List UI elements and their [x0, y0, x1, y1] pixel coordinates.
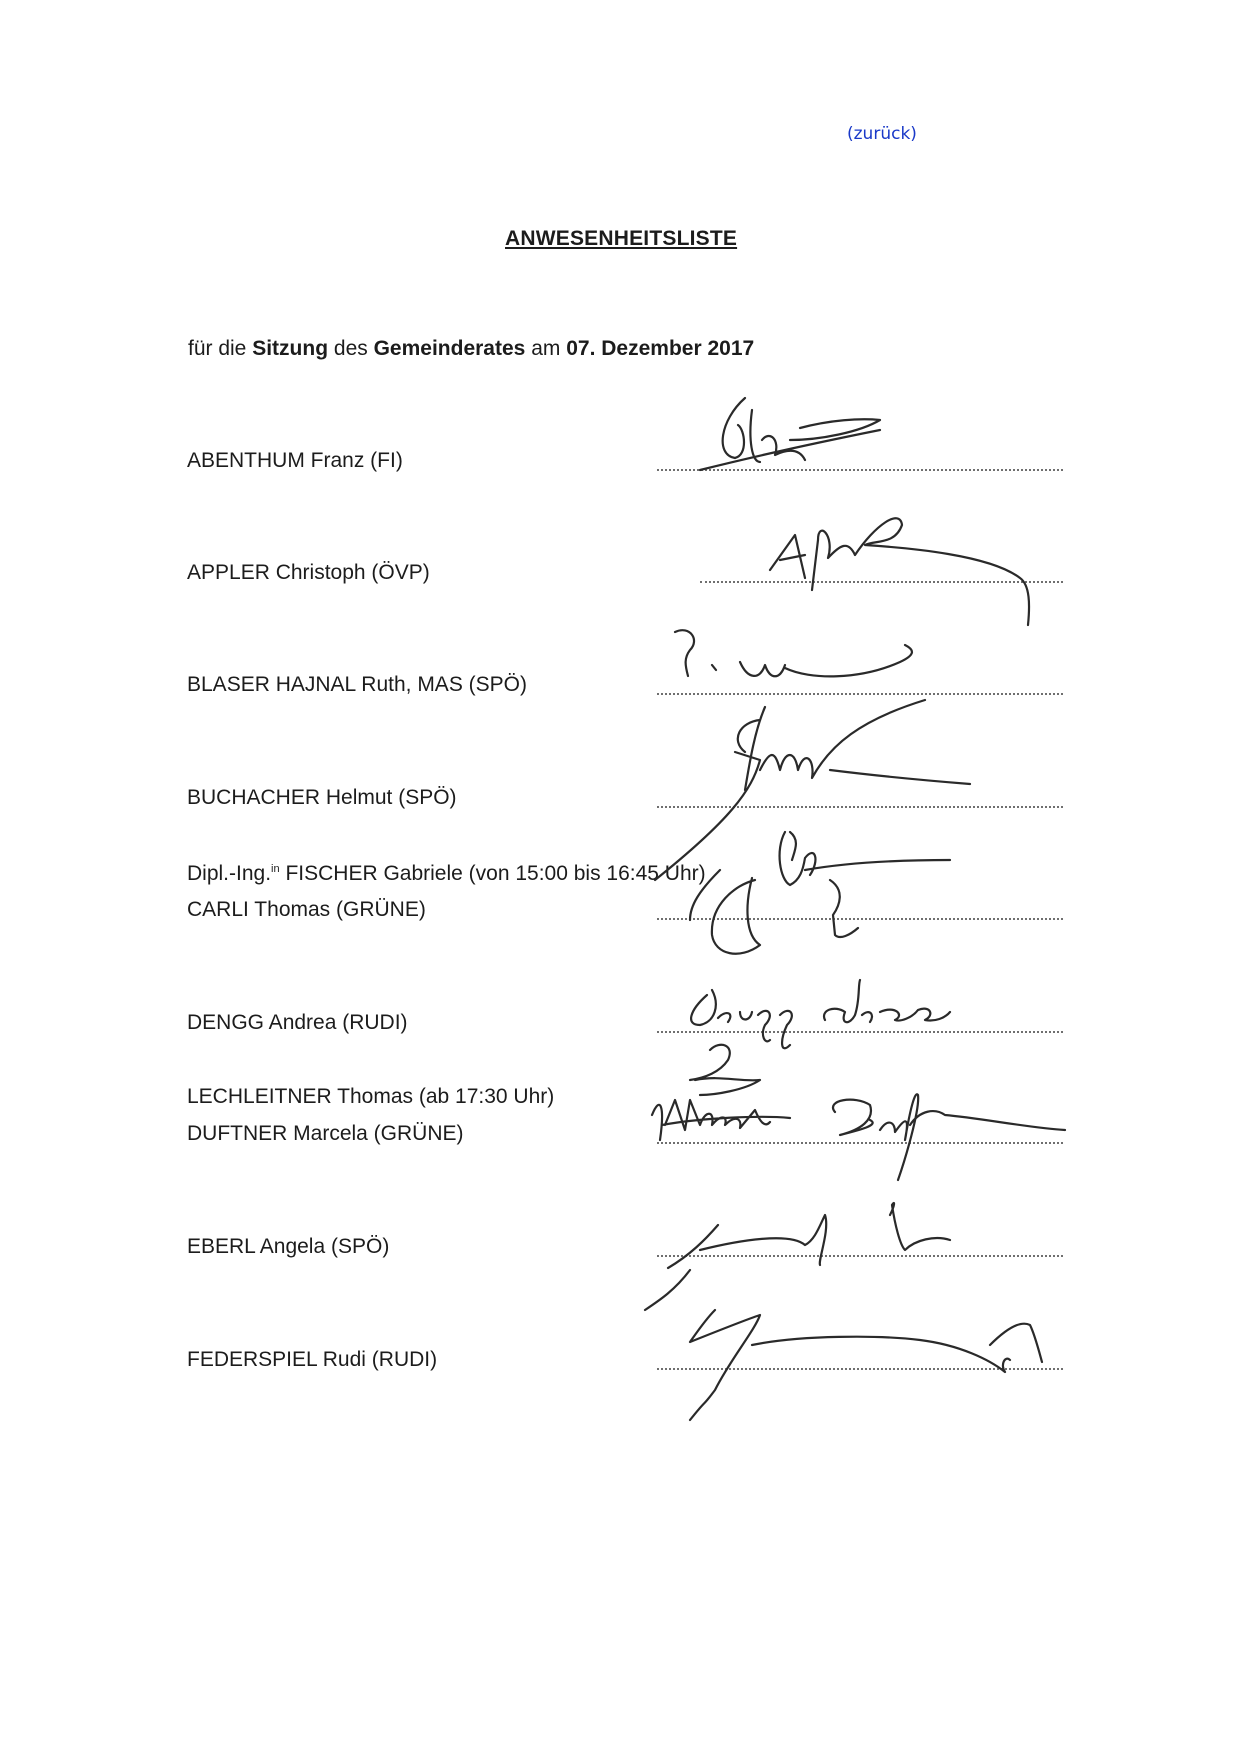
attendee-name: CARLI Thomas (GRÜNE)	[187, 898, 426, 921]
substitute-entry	[187, 862, 706, 886]
signature-line	[657, 1366, 1063, 1370]
attendee-name: FEDERSPIEL Rudi (RUDI)	[187, 1348, 438, 1371]
signature-blaser	[675, 630, 912, 676]
signature-dengg	[691, 980, 950, 1048]
attendee-name: BLASER HAJNAL Ruth, MAS (SPÖ)	[187, 673, 527, 696]
academic-title: Dipl.-Ing.	[187, 862, 272, 885]
signature-line	[657, 804, 1063, 808]
signature-abenthum	[700, 398, 880, 470]
academic-title-suffix: in	[271, 863, 280, 875]
signature-line	[700, 579, 1063, 583]
subtitle-prefix: für die	[188, 337, 247, 360]
subtitle-meeting: Sitzung	[252, 337, 329, 360]
subtitle-date: 07. Dezember 2017	[566, 337, 755, 360]
attendee-name: BUCHACHER Helmut (SPÖ)	[187, 786, 457, 809]
signature-carli	[690, 832, 950, 954]
signature-line	[657, 691, 1063, 695]
attendee-name: DUFTNER Marcela (GRÜNE)	[187, 1122, 464, 1145]
back-link[interactable]: (zurück)	[847, 124, 917, 144]
substitute-name: LECHLEITNER Thomas (ab 17:30 Uhr)	[187, 1085, 555, 1108]
signature-line	[657, 916, 1063, 920]
subtitle-middle: des	[333, 337, 368, 360]
attendee-name: APPLER Christoph (ÖVP)	[187, 561, 430, 584]
attendee-name: DENGG Andrea (RUDI)	[187, 1011, 408, 1034]
signature-buchacher	[655, 700, 970, 880]
signature-duftner	[652, 1045, 1065, 1180]
document-subtitle	[188, 337, 754, 361]
subtitle-body: Gemeinderates	[373, 337, 526, 360]
subtitle-am: am	[531, 337, 561, 360]
signature-line	[657, 467, 1063, 471]
signature-eberl	[668, 1203, 950, 1268]
signature-line	[657, 1029, 1063, 1033]
signature-federspiel	[645, 1270, 1042, 1420]
signature-line	[657, 1140, 1063, 1144]
document-title: ANWESENHEITSLISTE	[505, 227, 738, 250]
signature-line	[657, 1253, 1063, 1257]
signature-appler	[770, 518, 1029, 625]
substitute-name: FISCHER Gabriele (von 15:00 bis 16:45 Uhr)	[285, 862, 706, 885]
attendee-name: EBERL Angela (SPÖ)	[187, 1235, 390, 1258]
attendee-name: ABENTHUM Franz (FI)	[187, 449, 403, 472]
